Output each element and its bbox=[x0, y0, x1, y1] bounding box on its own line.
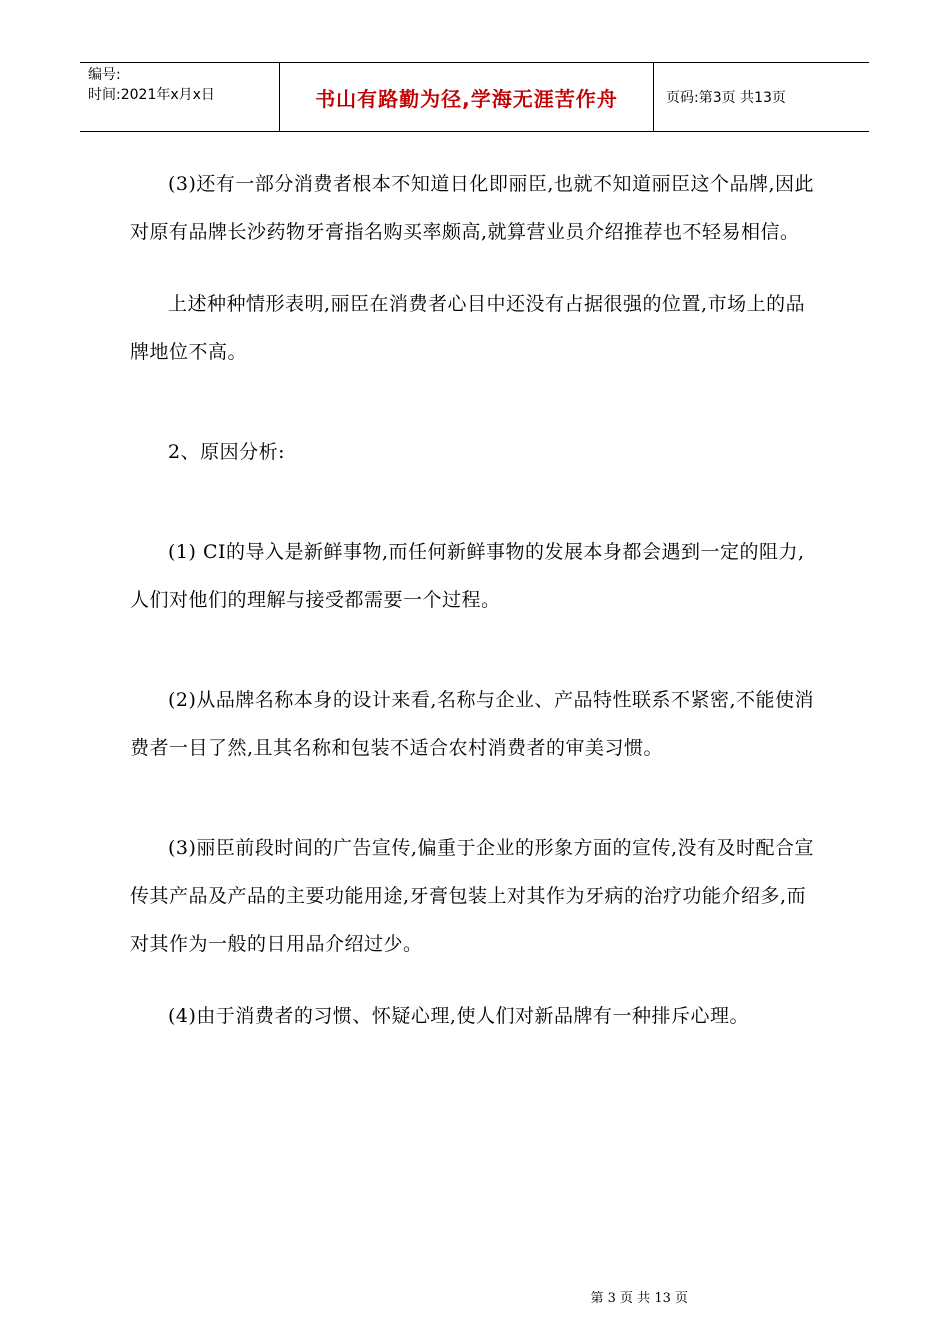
header-motto: 书山有路勤为径,学海无涯苦作舟 bbox=[280, 63, 654, 131]
paragraph: (1) CI的导入是新鲜事物,而任何新鲜事物的发展本身都会遇到一定的阻力,人们对他们的理解与接受都需要一个过程。 bbox=[130, 541, 805, 611]
page-header bbox=[80, 62, 869, 132]
page-footer: 第 3 页 共 13 页 bbox=[590, 1291, 688, 1306]
paragraph: (3)还有一部分消费者根本不知道日化即丽臣,也就不知道丽臣这个品牌,因此对原有品牌长沙药物牙膏指名购买率颇高,就算营业员介绍推荐也不轻易相信。 bbox=[130, 173, 814, 243]
paragraph: (2)从品牌名称本身的设计来看,名称与企业、产品特性联系不紧密,不能使消费者一目了然,且其名称和包装不适合农村消费者的审美习惯。 bbox=[130, 689, 814, 759]
paragraph: 上述种种情形表明,丽臣在消费者心目中还没有占据很强的位置,市场上的品牌地位不高。 bbox=[130, 293, 806, 363]
paragraph: (3)丽臣前段时间的广告宣传,偏重于企业的形象方面的宣传,没有及时配合宣传其产品及产品的主要功能用途,牙膏包装上对其作为牙病的治疗功能介绍多,而对其作为一般的日用品介绍过少。 bbox=[130, 837, 814, 955]
document-body bbox=[130, 160, 815, 1040]
section-heading: 2、原因分析: bbox=[168, 441, 285, 463]
header-meta bbox=[80, 63, 280, 131]
header-page-number: 页码:第3页 共13页 bbox=[666, 90, 786, 106]
document-number: 编号: bbox=[88, 67, 121, 83]
document-time: 时间:2021年x月x日 bbox=[88, 87, 215, 103]
paragraph: (4)由于消费者的习惯、怀疑心理,使人们对新品牌有一种排斥心理。 bbox=[168, 1005, 749, 1027]
